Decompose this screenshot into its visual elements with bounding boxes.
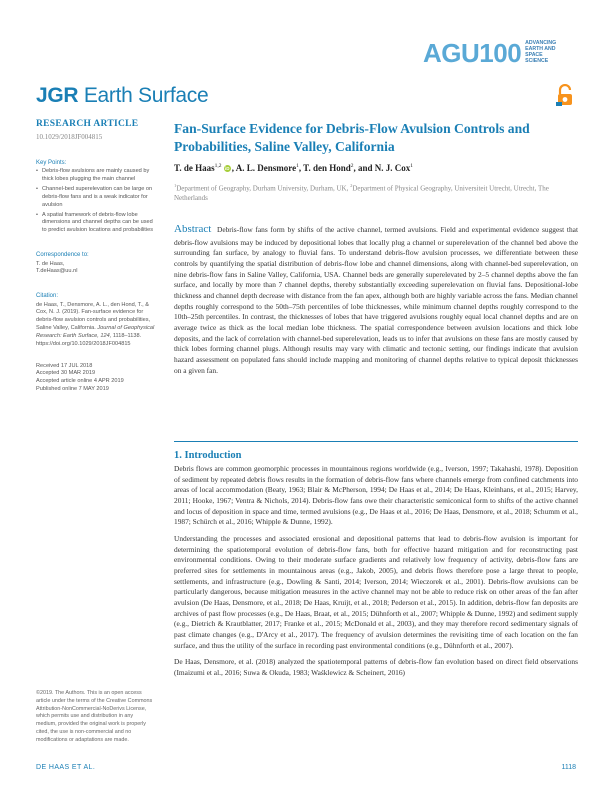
date-accepted: Accepted 30 MAR 2019	[36, 370, 96, 377]
agu-logo-text: AGU100	[423, 38, 522, 68]
agu100-logo	[423, 40, 565, 66]
journal-abbrev: JGR	[36, 84, 79, 107]
orcid-icon[interactable]: iD	[224, 166, 230, 171]
key-points-heading: Key Points:	[36, 160, 67, 167]
correspondence-email[interactable]: T.deHaas@uu.nl	[36, 268, 78, 275]
page-number: 1118	[561, 764, 576, 771]
author-list: T. de Haas$^{1,2}$ iD , A. L. Densmore$^1$, T. den Hond$^2$, and N. J. Cox$^1$	[174, 163, 414, 173]
license-notice: ©2019. The Authors. This is an open access article under the terms of the Creative Commons Attribution-NonCommercial-NoDerivs License, which permits use and distribution in any medium, provided the original work is properly cited, the use is non-commercial and no modifications or adaptations are made.	[36, 690, 153, 743]
article-type: RESEARCH ARTICLE	[36, 119, 139, 129]
introduction-body	[174, 464, 578, 684]
agu-logo-subtitle: ADVANCING EARTH AND SPACE SCIENCE	[525, 40, 557, 64]
open-access-icon	[556, 84, 574, 106]
author[interactable]: N. J. Cox$^1$	[374, 163, 414, 173]
section-heading-introduction: 1. Introduction	[174, 450, 242, 461]
affiliation: Department of Physical Geography, Universiteit Utrecht, Utrecht, The Netherlands	[174, 184, 549, 203]
citation-block	[36, 302, 156, 349]
citation-journal: Journal of Geophysical Research: Earth Surface, 124,	[36, 325, 155, 339]
correspondence-block	[36, 261, 156, 277]
body-paragraph: Understanding the processes and associated erosional and depositional patterns that lead to debris-flow avulsion is important for determining the spatiotemporal evolution of debris-flow fans, both for effective hazard mitigation and for reconstructing past environmental conditions. Owing to their moderate surface gradients and relatively low frequency of activity, debris-flow fans are preferred sites for settlements in mountainous areas (e.g., Jakob, 2005), and debris flows therefore pose a large threat to people, settlements, and infrastructure (e.g., Dowling & Santi, 2014; Iverson, 2014; Wieczorek et al., 2001). Debris-flow avulsions can be particularly dangerous, because mitigation measures in the active channel may not be able to reduce risk on other areas of the fan after avulsion (De Haas, Densmore, et al., 2018; De Haas, Kruijt, et al., 2018; Pederson et al., 2015). In addition, debris-flow fan deposits are archives of past flow processes (e.g., De Haas, Braat, et al., 2015; Dühnforth et al., 2007; Whipple & Dunne, 1992) and sediment supply (e.g., Dietrich & Krautblatter, 2017; Franke et al., 2015; McDonald et al., 2003), and they may therefore record sedimentary signals of past climate changes (e.g., D'Arcy et al., 2017). The frequency of avulsion determines the revisiting time of each location on the fan surface, and thus the utility of the surface in recording past environmental conditions (e.g., Dühnforth et al., 2007).	[174, 533, 578, 650]
article-doi[interactable]: 10.1029/2018JF004815	[36, 133, 103, 142]
section-divider	[174, 441, 578, 442]
abstract-text: Debris-flow fans form by shifts of the active channel, termed avulsions. Field and experimental evidence suggest that debris-flow avulsions may be induced by depositional lobes that locally plug a channel or superelevation of the channel bed above the surrounding fan surface, by analogy to fluvial fans. To understand debris-flow avulsion processes, we differentiate between these controls by quantifying the spatial distribution of debris-flow lobe and channel dimensions, along with channel-bed superelevation, on nine debris-flow fans in Saline Valley, California, USA. Channel beds are generally superelevated by 2–5 channel depths above the fan surface, and locally by more than 7 channel depths, thereby substantially exceeding superelevation on fluvial fans. Depositional-lobe thickness and channel depth decrease with distance from the fan apex, although both are highly variable across the fans. Median channel depths roughly correspond to the 50th–75th percentiles of lobe thicknesses, while minimum channel depths roughly correspond to the 10th–25th percentiles. In contrast, the thicknesses of lobes that have triggered avulsions roughly equal local channel depths and are on average twice as thick as the local median lobe thickness. The spatial correspondence between avulsion locations and thick lobe deposits, and the lack of correlation with channel-bed superelevation, leads us to infer that avulsions on these fans are mostly caused by thick lobes forming channel plugs. Although results may vary with climatic and tectonic setting, our findings indicate that avulsion hazard assessment on populated fans should include mapping and monitoring of channel depths relative to typical deposit thicknesses on a given fan.	[174, 225, 578, 375]
citation-heading: Citation:	[36, 293, 59, 300]
affiliations: $^1$Department of Geography, Durham University, Durham, UK, $^2$Department of Physical Geography, Universiteit Utrecht, Utrecht, The Netherlands	[174, 183, 549, 203]
key-points-list	[36, 168, 156, 235]
date-accepted-online: Accepted article online 4 APR 2019	[36, 378, 124, 385]
body-paragraph: De Haas, Densmore, et al. (2018) analyzed the spatiotemporal patterns of debris-flow fan evolution based on direct field observations (Imaizumi et al., 2016; Suwa & Okuda, 1983; Waśklewicz & Scheinert, 2016)	[174, 657, 578, 677]
body-paragraph: Debris flows are common geomorphic processes in mountainous regions worldwide (e.g., Iverson, 1997; Takahashi, 1978). Deposition of sediment by repeated debris flows results in the formation of debris-flow fans where channels emerge from confined catchments into areas of local accommodation (Beaty, 1963; Blair & McPherson, 1994; De Haas et al., 2014; De Haas, Kleinhans, et al., 2015; Harvey, 2011; Hooke, 1967; Ventra & Nichols, 2014). Debris-flow fans owe their characteristic semiconical form to shifts of the active channel and locus of deposition in space and time, termed avulsions (e.g., De Haas et al., 2016; De Haas, Densmore, et al., 2018; Schumm et al., 1987; Schürch et al., 2016; Whipple & Dunne, 1992).	[174, 464, 578, 527]
date-received: Received 17 JUL 2018	[36, 362, 93, 369]
correspondence-heading: Correspondence to:	[36, 252, 89, 259]
date-published: Published online 7 MAY 2019	[36, 386, 109, 392]
author[interactable]: T. de Haas$^{1,2}$	[174, 163, 222, 173]
journal-subtitle: Earth Surface	[83, 84, 209, 107]
correspondence-name: T. de Haas,	[36, 260, 65, 267]
key-point: • A spatial framework of debris-flow lobe dimensions and channel depths can be used to predict avulsion locations and probabilities	[36, 212, 156, 235]
key-point: • Channel-bed superelevation can be large on debris-flow fans and is a weak indicator for avulsion	[36, 186, 156, 209]
running-footer-authors: DE HAAS ET AL.	[36, 764, 96, 771]
author[interactable]: T. den Hond$^2$	[303, 163, 354, 173]
article-sidebar	[36, 118, 156, 394]
article-dates	[36, 363, 156, 394]
abstract-heading: Abstract	[174, 223, 212, 235]
article-title: Fan-Surface Evidence for Debris-Flow Avulsion Controls and Probabilities, Saline Valley, California	[174, 121, 530, 154]
key-point: • Debris-flow avulsions are mainly caused by thick lobes plugging the main channel	[36, 168, 156, 184]
author[interactable]: A. L. Densmore$^1$	[235, 163, 299, 173]
citation-text: de Haas, T., Densmore, A. L., den Hond, T., & Cox, N. J. (2019). Fan-surface evidence for debris-flow avulsion controls and probabilities, Saline Valley, California.	[36, 301, 151, 332]
affiliation: Department of Geography, Durham University, Durham, UK,	[176, 184, 351, 193]
abstract	[174, 222, 578, 376]
journal-title	[36, 84, 208, 108]
citation-link[interactable]: 1118–1138. https://doi.org/10.1029/2018JF004815	[36, 332, 142, 347]
